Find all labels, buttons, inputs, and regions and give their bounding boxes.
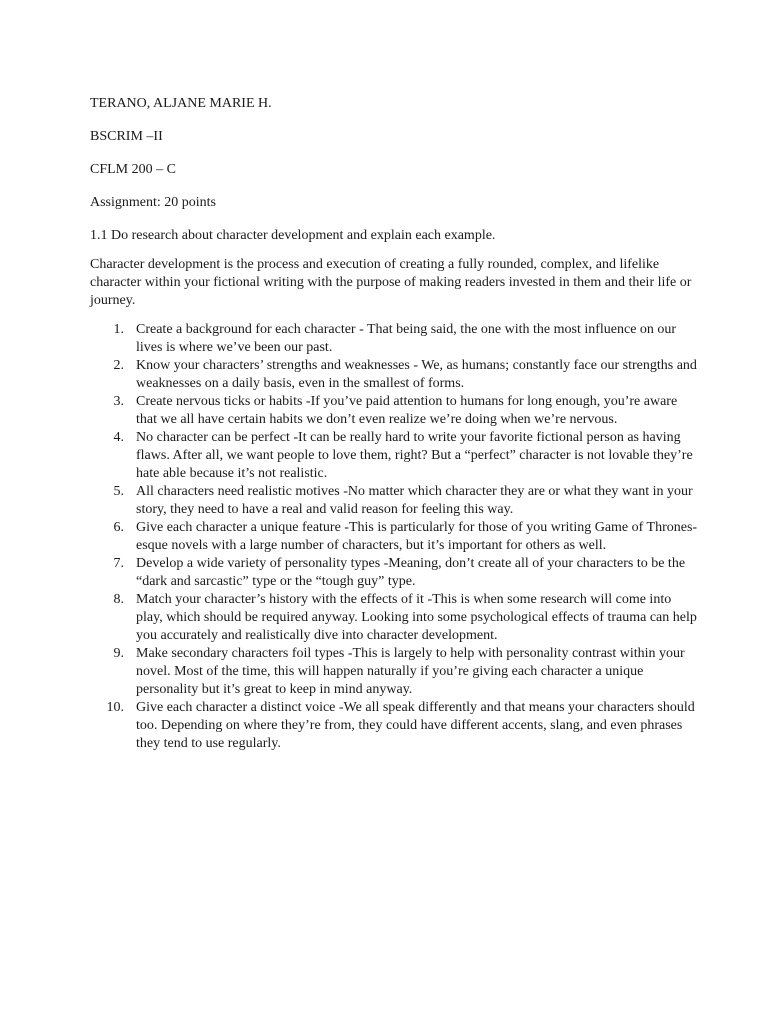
assignment-label: Assignment: 20 points bbox=[90, 195, 217, 210]
list-item-text: Give each character a unique feature -This is particularly for those of you writing Game of Thrones-esque novels with a large number of characters, but it’s important for others as well. bbox=[136, 520, 698, 553]
document-page bbox=[90, 95, 700, 753]
tips-list bbox=[90, 321, 700, 753]
list-item-number: 2. bbox=[113, 358, 124, 373]
intro-paragraph: Character development is the process and execution of creating a fully rounded, complex, and lifelike character within your fictional writing with the purpose of making readers invested in them and their life or journey. bbox=[90, 257, 692, 308]
course-label: CFLM 200 – C bbox=[90, 162, 176, 177]
question-prompt: 1.1 Do research about character development and explain each example. bbox=[90, 228, 496, 243]
list-item-text: Know your characters’ strengths and weaknesses - We, as humans; constantly face our strengths and weaknesses on a daily basis, even in the smallest of forms. bbox=[136, 358, 697, 391]
list-item-text: Develop a wide variety of personality types -Meaning, don’t create all of your characters to be the “dark and sarcastic” type or the “tough guy” type. bbox=[136, 556, 686, 589]
list-item-text: Create a background for each character - That being said, the one with the most influence on our lives is where we’ve been our past. bbox=[136, 322, 677, 355]
list-item-number: 5. bbox=[113, 484, 124, 499]
program-label: BSCRIM –II bbox=[90, 129, 163, 144]
list-item-number: 7. bbox=[113, 556, 124, 571]
list-item bbox=[90, 357, 700, 393]
list-item-number: 8. bbox=[113, 592, 124, 607]
list-item bbox=[90, 429, 700, 483]
list-item bbox=[90, 645, 700, 699]
list-item-text: Make secondary characters foil types -This is largely to help with personality contrast within your novel. Most of the time, this will happen naturally if you’re giving each character a unique personality but it’s great to keep in mind anyway. bbox=[136, 646, 685, 697]
list-item bbox=[90, 699, 700, 753]
list-item-text: Create nervous ticks or habits -If you’ve paid attention to humans for long enough, you’re aware that we all have certain habits we don’t even realize we’re doing when we’re nervous. bbox=[136, 394, 678, 427]
list-item-number: 6. bbox=[113, 520, 124, 535]
list-item bbox=[90, 519, 700, 555]
list-item bbox=[90, 555, 700, 591]
list-item-text: No character can be perfect -It can be really hard to write your favorite fictional person as having flaws. After all, we want people to love them, right? But a “perfect” character is not lovable they’re hate able because it’s not realistic. bbox=[136, 430, 693, 481]
list-item-number: 4. bbox=[113, 430, 124, 445]
student-name: TERANO, ALJANE MARIE H. bbox=[90, 96, 272, 111]
list-item bbox=[90, 321, 700, 357]
list-item bbox=[90, 393, 700, 429]
list-item-text: All characters need realistic motives -No matter which character they are or what they want in your story, they need to have a real and valid reason for feeling this way. bbox=[136, 484, 693, 517]
list-item-number: 9. bbox=[113, 646, 124, 661]
list-item-number: 3. bbox=[113, 394, 124, 409]
list-item-number: 1. bbox=[113, 322, 124, 337]
list-item-number: 10. bbox=[106, 700, 124, 715]
list-item-text: Give each character a distinct voice -We all speak differently and that means your characters should too. Depending on where they’re from, they could have different accents, slang, and even phrases they tend to use regularly. bbox=[136, 700, 695, 751]
list-item bbox=[90, 591, 700, 645]
list-item bbox=[90, 483, 700, 519]
list-item-text: Match your character’s history with the effects of it -This is when some research will come into play, which should be required anyway. Looking into some psychological effects of trauma can help you accurately and realistically dive into character development. bbox=[136, 592, 697, 643]
